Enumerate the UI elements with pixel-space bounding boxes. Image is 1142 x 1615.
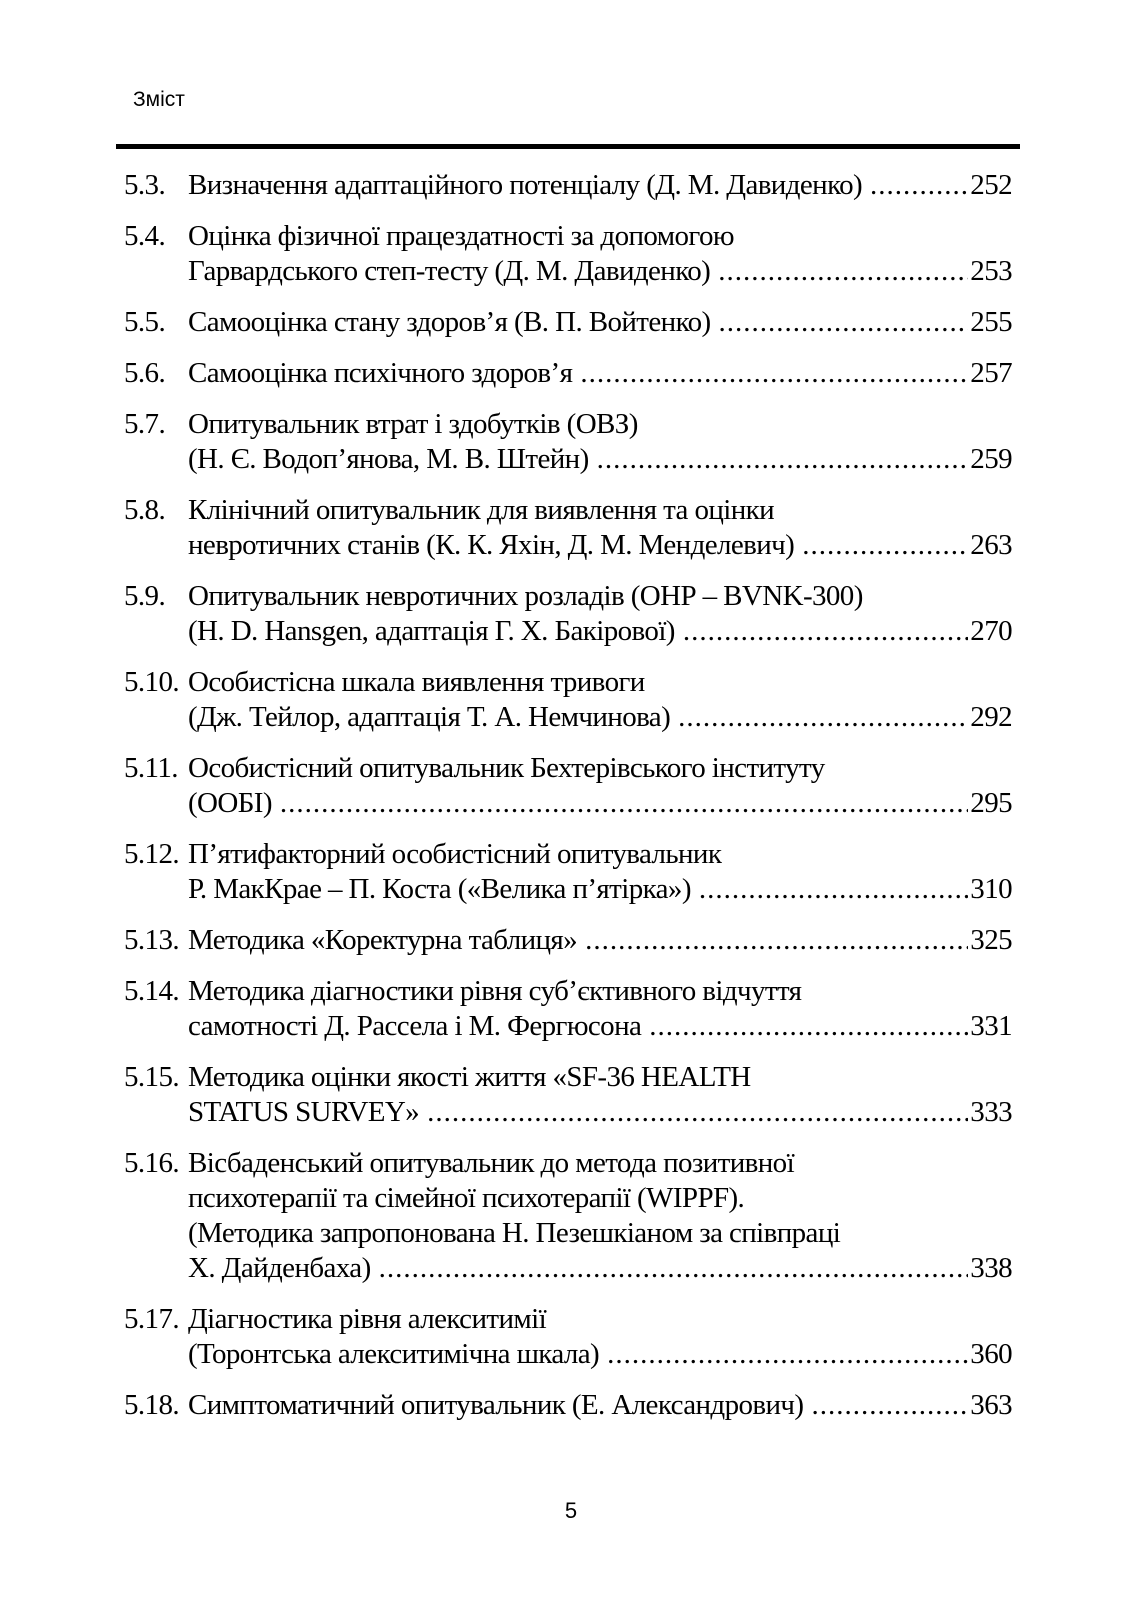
toc-entry-title: (Торонтська алекситимічна шкала)	[188, 1338, 600, 1370]
toc-entry-title: Самооцінка психічного здоров’я	[188, 357, 573, 389]
toc-entry-title: (ООБІ)	[188, 787, 272, 819]
toc-entry-title-line: П’ятифакторний особистісний опитувальник	[188, 838, 722, 870]
toc-entry-5-4[interactable]	[124, 219, 1012, 289]
toc-entry-title: (Дж. Тейлор, адаптація Т. А. Немчинова)	[188, 701, 671, 733]
toc-entry-page: 270	[970, 615, 1012, 647]
toc-entry-number: 5.4.	[124, 220, 166, 252]
leader-dots	[719, 305, 969, 340]
toc-entry-title-line: Методика діагностики рівня суб’єктивного відчуття	[188, 975, 802, 1007]
leader-dots	[683, 614, 968, 649]
header-rule	[116, 144, 1020, 149]
toc-entry-page: 252	[970, 169, 1012, 201]
leader-dots	[607, 1337, 968, 1372]
toc-entry-5-9[interactable]	[124, 579, 1012, 649]
leader-dots	[597, 442, 969, 477]
leader-dots	[585, 923, 968, 958]
leader-dots	[802, 528, 968, 563]
toc-entry-page: 292	[970, 701, 1012, 733]
toc-entry-page: 338	[970, 1252, 1012, 1284]
toc-entry-number: 5.3.	[124, 169, 166, 201]
toc-entry-5-17[interactable]	[124, 1302, 1012, 1372]
toc-entry-title: (H. D. Hansgen, адаптація Г. Х. Бакірової)	[188, 615, 675, 647]
toc-entry-number: 5.10.	[124, 666, 180, 698]
toc-entry-title-line: (Методика запропонована Н. Пезешкіаном за співпраці	[188, 1217, 841, 1249]
toc-entry-title: (Н. Є. Водоп’янова, М. В. Штейн)	[188, 443, 589, 475]
toc-entry-title: Симптоматичний опитувальник (Е. Александрович)	[188, 1389, 804, 1421]
leader-dots	[699, 872, 968, 907]
toc-entry-number: 5.6.	[124, 357, 166, 389]
toc-entry-5-16[interactable]	[124, 1146, 1012, 1286]
toc-entry-number: 5.12.	[124, 838, 180, 870]
toc-entry-title-line: Опитувальник втрат і здобутків (ОВЗ)	[188, 408, 638, 440]
toc-entry-5-6[interactable]	[124, 356, 1012, 391]
toc-entry-5-14[interactable]	[124, 974, 1012, 1044]
toc-entry-5-18[interactable]	[124, 1388, 1012, 1423]
toc-entry-5-3[interactable]	[124, 168, 1012, 203]
toc-entry-page: 310	[970, 873, 1012, 905]
toc-entry-number: 5.5.	[124, 306, 166, 338]
toc-entry-page: 295	[970, 787, 1012, 819]
toc-entry-title: Р. МакКрае – П. Коста («Велика п’ятірка»)	[188, 873, 691, 905]
toc-entry-number: 5.16.	[124, 1147, 180, 1179]
toc-entry-title-line: психотерапії та сімейної психотерапії (WIPPF).	[188, 1182, 745, 1214]
toc-entry-5-12[interactable]	[124, 837, 1012, 907]
toc-entry-5-5[interactable]	[124, 305, 1012, 340]
leader-dots	[718, 254, 968, 289]
leader-dots	[580, 356, 968, 391]
toc-entry-5-7[interactable]	[124, 407, 1012, 477]
toc-entry-title: Х. Дайденбаха)	[188, 1252, 371, 1284]
toc-entry-page: 331	[970, 1010, 1012, 1042]
toc-entry-title-line: Опитувальник невротичних розладів (ОНР – BVNK-300)	[188, 580, 863, 612]
toc-entry-page: 253	[970, 255, 1012, 287]
toc-entry-number: 5.8.	[124, 494, 166, 526]
toc-entry-number: 5.18.	[124, 1389, 180, 1421]
toc-entry-title-line: Оцінка фізичної працездатності за допомогою	[188, 220, 734, 252]
toc-entry-number: 5.15.	[124, 1061, 180, 1093]
table-of-contents	[124, 168, 1012, 1439]
toc-entry-page: 333	[970, 1096, 1012, 1128]
running-header: Зміст	[133, 88, 185, 111]
toc-entry-title-line: Особистісна шкала виявлення тривоги	[188, 666, 645, 698]
leader-dots	[678, 700, 968, 735]
toc-entry-number: 5.11.	[124, 752, 178, 784]
toc-entry-title: Самооцінка стану здоров’я (В. П. Войтенко)	[188, 306, 711, 338]
toc-entry-title-line: Особистісний опитувальник Бехтерівського інституту	[188, 752, 825, 784]
toc-entry-number: 5.17.	[124, 1303, 180, 1335]
toc-entry-title: Методика «Коректурна таблиця»	[188, 924, 578, 956]
toc-entry-5-13[interactable]	[124, 923, 1012, 958]
toc-entry-title: Визначення адаптаційного потенціалу (Д. М. Давиденко)	[188, 169, 863, 201]
leader-dots	[427, 1095, 968, 1130]
leader-dots	[811, 1388, 968, 1423]
toc-entry-title: STATUS SURVEY»	[188, 1096, 420, 1128]
toc-entry-title-line: Методика оцінки якості життя «SF-36 HEALTH	[188, 1061, 751, 1093]
toc-entry-5-8[interactable]	[124, 493, 1012, 563]
toc-entry-title-line: Вісбаденський опитувальник до метода позитивної	[188, 1147, 795, 1179]
toc-entry-5-15[interactable]	[124, 1060, 1012, 1130]
toc-entry-number: 5.14.	[124, 975, 180, 1007]
toc-entry-title: Гарвардського степ-тесту (Д. М. Давиденко)	[188, 255, 711, 287]
leader-dots	[870, 168, 968, 203]
toc-entry-page: 360	[970, 1338, 1012, 1370]
toc-entry-title-line: Клінічний опитувальник для виявлення та оцінки	[188, 494, 775, 526]
toc-entry-title: самотності Д. Рассела і М. Фергюсона	[188, 1010, 642, 1042]
toc-entry-page: 259	[970, 443, 1012, 475]
toc-entry-page: 263	[970, 529, 1012, 561]
toc-entry-page: 257	[970, 357, 1012, 389]
toc-entry-title: невротичних станів (К. К. Яхін, Д. М. Менделевич)	[188, 529, 795, 561]
toc-entry-number: 5.9.	[124, 580, 166, 612]
leader-dots	[379, 1251, 969, 1286]
leader-dots	[649, 1009, 968, 1044]
toc-entry-title-line: Діагностика рівня алекситимії	[188, 1303, 547, 1335]
toc-entry-number: 5.13.	[124, 924, 180, 956]
toc-entry-page: 363	[970, 1389, 1012, 1421]
toc-entry-page: 325	[970, 924, 1012, 956]
toc-entry-page: 255	[970, 306, 1012, 338]
toc-entry-5-10[interactable]	[124, 665, 1012, 735]
leader-dots	[280, 786, 968, 821]
toc-entry-5-11[interactable]	[124, 751, 1012, 821]
toc-entry-number: 5.7.	[124, 408, 166, 440]
page-number: 5	[564, 1498, 578, 1523]
